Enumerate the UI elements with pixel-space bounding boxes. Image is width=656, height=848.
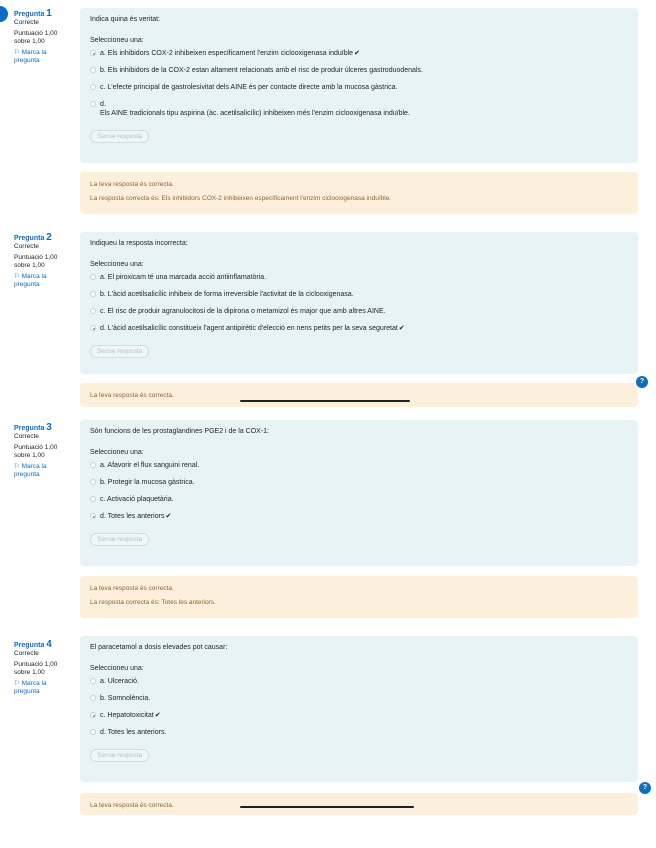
question-info xyxy=(14,10,64,65)
answer-option[interactable]: b. Somnolència. xyxy=(90,694,628,703)
clear-choice-button[interactable]: Sense resposta xyxy=(90,345,149,358)
answer-option[interactable]: c. Activació plaquetària. xyxy=(90,495,628,504)
answer-option[interactable]: d. Els AINE tradicionals tipu aspirina (àc. acetilsalicílic) inhibeixen més l'enzim ciclooxigenasa induïble. xyxy=(90,100,628,118)
answer-option[interactable]: b. Protegir la mucosa gàstrica. xyxy=(90,478,628,487)
answer-option[interactable]: d. Totes les anteriors. xyxy=(90,728,628,737)
question-info xyxy=(14,234,64,289)
question-content xyxy=(80,420,638,566)
radio-button[interactable] xyxy=(90,479,96,485)
radio-button[interactable] xyxy=(90,67,96,73)
question-number: Pregunta 1 xyxy=(14,8,52,19)
scroll-indicator xyxy=(240,806,414,808)
help-button[interactable]: ? xyxy=(639,782,651,794)
question-info xyxy=(14,641,64,696)
answer-option[interactable]: b. Els inhibidors de la COX-2 estan altament relacionats amb el risc de produir úlceres gastroduodenals. xyxy=(90,66,628,75)
radio-button[interactable] xyxy=(90,678,96,684)
radio-button[interactable] xyxy=(90,462,96,468)
question-number: Pregunta 4 xyxy=(14,639,52,650)
radio-button[interactable] xyxy=(90,729,96,735)
radio-button[interactable] xyxy=(90,695,96,701)
feedback-box xyxy=(80,383,638,407)
answer-option[interactable]: a. Afavorir el flux sanguini renal. xyxy=(90,461,628,470)
question-state: Correcte xyxy=(14,19,39,26)
answer-prompt: Seleccioneu una: xyxy=(90,37,144,44)
answer-option[interactable]: a. Ulceració. xyxy=(90,677,628,686)
question-grade: Puntuació 1,00 sobre 1,00 xyxy=(14,30,58,45)
radio-button[interactable] xyxy=(90,274,96,280)
correct-answer-text: La resposta correcta és: Els inhibidors COX-2 inhibeixen específicament l'enzim ciclooxigenasa induïble. xyxy=(90,195,392,202)
answer-option[interactable]: c. Hepatotoxicitat✔ xyxy=(90,711,628,720)
answer-prompt: Seleccioneu una: xyxy=(90,665,144,672)
clear-choice-button[interactable]: Sense resposta xyxy=(90,749,149,762)
question-content xyxy=(80,232,638,374)
flag-question-link[interactable]: ⚐ Marca la pregunta xyxy=(14,273,47,288)
question-text: Indiqueu la resposta incorrecta: xyxy=(90,240,188,247)
radio-button[interactable] xyxy=(90,84,96,90)
check-icon: ✔ xyxy=(398,325,405,332)
question-info xyxy=(14,424,64,479)
question-number: Pregunta 3 xyxy=(14,422,52,433)
answer-option[interactable]: d. Totes les anteriors✔ xyxy=(90,512,628,521)
answer-option[interactable]: c. El risc de produir agranulocitosi de la dipirona o metamizol és major que amb altres AINE. xyxy=(90,307,628,316)
flag-question-link[interactable]: ⚐ Marca la pregunta xyxy=(14,680,47,695)
radio-button[interactable] xyxy=(90,513,96,519)
feedback-text: La teva resposta és correcta. xyxy=(90,392,174,399)
answer-option[interactable]: b. L'àcid acetilsalicílic inhibeix de forma irreversible l'activitat de la ciclooxigenasa. xyxy=(90,290,628,299)
feedback-box xyxy=(80,172,638,214)
check-icon: ✔ xyxy=(354,50,360,57)
question-state: Correcte xyxy=(14,433,39,440)
scroll-indicator xyxy=(240,400,410,402)
feedback-box xyxy=(80,576,638,618)
question-state: Correcte xyxy=(14,650,39,657)
flag-question-link[interactable]: ⚐ Marca la pregunta xyxy=(14,49,47,64)
feedback-box xyxy=(80,793,638,815)
question-grade: Puntuació 1,00 sobre 1,00 xyxy=(14,254,58,269)
flag-question-link[interactable]: ⚐ Marca la pregunta xyxy=(14,463,47,478)
question-text: Són funcions de les prostaglandines PGE2 i de la COX-1: xyxy=(90,428,269,435)
radio-button[interactable] xyxy=(90,308,96,314)
question-grade: Puntuació 1,00 sobre 1,00 xyxy=(14,444,58,459)
answer-option[interactable]: a. Els inhibidors COX-2 inhibeixen específicament l'enzim ciclooxigenasa induïble✔ xyxy=(90,49,628,58)
question-content xyxy=(80,636,638,782)
answer-prompt: Seleccioneu una: xyxy=(90,261,144,268)
question-state: Correcte xyxy=(14,243,39,250)
radio-button[interactable] xyxy=(90,101,96,107)
check-icon: ✔ xyxy=(154,712,161,719)
clear-choice-button[interactable]: Sense resposta xyxy=(90,533,149,546)
radio-button[interactable] xyxy=(90,496,96,502)
feedback-text: La teva resposta és correcta. xyxy=(90,585,174,592)
feedback-text: La teva resposta és correcta. xyxy=(90,802,174,809)
correct-answer-text: La resposta correcta és: Totes les anteriors. xyxy=(90,599,216,606)
radio-button[interactable] xyxy=(90,325,96,331)
answer-option[interactable]: a. El piroxicam té una marcada acció antiinflamatòria. xyxy=(90,273,628,282)
clear-choice-button[interactable]: Sense resposta xyxy=(90,130,149,143)
question-text: El paracetamol a dosis elevades pot causar: xyxy=(90,644,228,651)
avatar-edge xyxy=(0,6,8,22)
question-grade: Puntuació 1,00 sobre 1,00 xyxy=(14,661,58,676)
help-button[interactable]: ? xyxy=(636,376,648,388)
answer-option[interactable]: d. L'àcid acetilsalicílic constitueix l'agent antipirètic d'elecció en nens petits per la seva seguretat✔ xyxy=(90,324,628,333)
answer-option[interactable]: c. L'efecte principal de gastrolesivitat dels AINE és per contacte directe amb la mucosa gàstrica. xyxy=(90,83,628,92)
question-text: Indica quina és veritat: xyxy=(90,16,161,23)
question-number: Pregunta 2 xyxy=(14,232,52,243)
check-icon: ✔ xyxy=(165,513,172,520)
radio-button[interactable] xyxy=(90,50,96,56)
question-content xyxy=(80,8,638,163)
feedback-text: La teva resposta és correcta. xyxy=(90,181,174,188)
radio-button[interactable] xyxy=(90,291,96,297)
answer-prompt: Seleccioneu una: xyxy=(90,449,144,456)
radio-button[interactable] xyxy=(90,712,96,718)
